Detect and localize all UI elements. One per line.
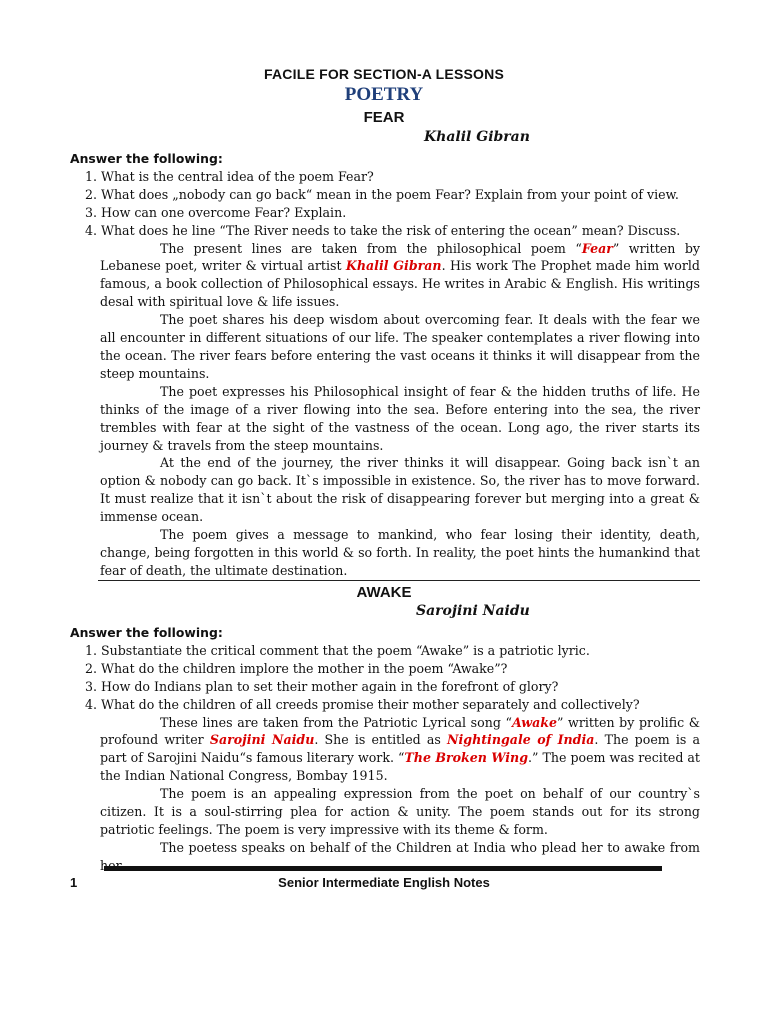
question-item: 3. How can one overcome Fear? Explain. [101, 204, 700, 222]
poem-title-fear: FEAR [363, 109, 405, 126]
highlight-author-name: Khalil Gibran [345, 258, 442, 274]
text-run: The present lines are taken from the philosophical poem “ [160, 240, 582, 256]
question-item: 1. What is the central idea of the poem Fear? [101, 168, 700, 186]
questions-heading: Answer the following: [70, 625, 223, 640]
paragraph [70, 714, 700, 786]
text-run: . The poem is a part of Sarojini Naidu“s famous literary work. “ [100, 732, 700, 766]
poem-title-awake: AWAKE [356, 584, 412, 601]
highlight-poem-name: Awake [511, 714, 557, 730]
text-run: ” written by prolific & profound writer [100, 714, 700, 748]
paragraph: The poet expresses his Philosophical insight of fear & the hidden truths of life. He thinks of the image of a river flowing into the sea. Before entering into the sea, the river trembles with fear at the sight of the vastness of the ocean. Long ago, the river starts its journey & travels from the steep mountains. [100, 383, 700, 453]
poem-author-fear: Khalil Gibran [424, 129, 530, 145]
text-run: ” written by Lebanese poet, writer & virtual artist [100, 240, 700, 274]
text-run: . His work The Prophet made him world famous, a book collection of Philosophical essays. He writes in Arabic & English. His writings desal with spiritual love & life issues. [100, 258, 700, 310]
highlight-poem-name: Fear [581, 240, 613, 256]
text-run: . She is entitled as [314, 732, 447, 748]
question-item: 1. Substantiate the critical comment that the poem “Awake” is a patriotic lyric. [101, 642, 700, 660]
awake-section [70, 624, 700, 875]
highlight-work-name: The Broken Wing [404, 750, 529, 766]
question-item: 4. What does he line “The River needs to take the risk of entering the ocean” mean? Discuss. [101, 222, 700, 240]
page-number: 1 [70, 875, 78, 890]
question-item: 2. What do the children implore the mother in the poem “Awake”? [101, 660, 700, 678]
section-subtitle: POETRY [344, 84, 424, 105]
paragraph: The poetess speaks on behalf of the Children at India who plead her to awake from her [100, 839, 700, 873]
document-title: FACILE FOR SECTION-A LESSONS [264, 66, 504, 82]
text-run: These lines are taken from the Patriotic Lyrical song “ [160, 714, 512, 730]
question-item: 2. What does „nobody can go back“ mean in the poem Fear? Explain from your point of view. [101, 186, 700, 204]
questions-heading: Answer the following: [70, 151, 223, 166]
question-item: 3. How do Indians plan to set their mother again in the forefront of glory? [101, 678, 700, 696]
paragraph [70, 240, 700, 312]
paragraph: The poet shares his deep wisdom about overcoming fear. It deals with the fear we all encounter in different situations of our life. The speaker contemplates a river flowing into the ocean. The river fears before entering the vast oceans it thinks it will disappear from the steep mountains. [100, 312, 700, 381]
text-run: .” The poem was recited at the Indian National Congress, Bombay 1915. [100, 750, 700, 784]
section-divider [98, 580, 700, 581]
fear-section [70, 150, 700, 580]
paragraph: At the end of the journey, the river thinks it will disappear. Going back isn`t an option & nobody can go back. It`s impossible in existence. So, the river has to move forward. It must realize that it isn`t about the risk of disappearing forever but merging into a great & immense ocean. [100, 455, 700, 525]
highlight-author-name: Sarojini Naidu [209, 732, 315, 748]
footer-rule-thick [104, 868, 662, 871]
question-list [70, 168, 700, 240]
footer-title: Senior Intermediate English Notes [278, 875, 490, 890]
paragraph: The poem is an appealing expression from the poet on behalf of our country`s citizen. It is a soul-stirring plea for action & unity. The poem stands out for its strong patriotic feelings. The poem is very impressive with its theme & form. [100, 786, 700, 837]
question-item: 4. What do the children of all creeds promise their mother separately and collectively? [101, 696, 700, 714]
paragraph: The poem gives a message to mankind, who fear losing their identity, death, change, being forgotten in this world & so forth. In reality, the poet hints the humankind that fear of death, the ultimate destination. [100, 527, 700, 578]
highlight-epithet: Nightingale of India [446, 732, 595, 748]
question-list [70, 642, 700, 714]
poem-author-awake: Sarojini Naidu [416, 603, 530, 619]
